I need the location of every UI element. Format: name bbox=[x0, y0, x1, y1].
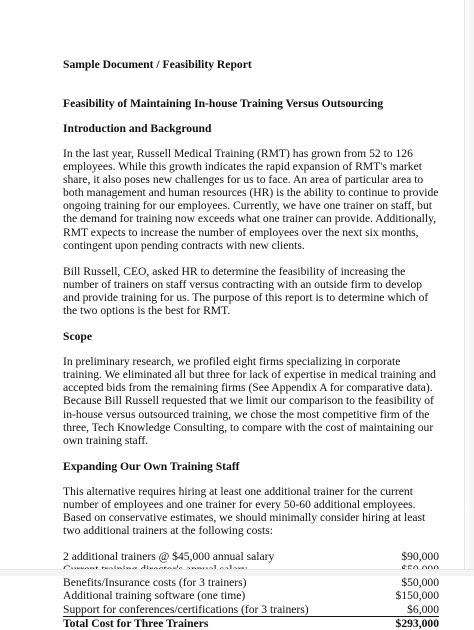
table-row bbox=[63, 603, 439, 617]
intro-paragraph-2: Bill Russell, CEO, asked HR to determine the feasibility of increasing the number of trainers on staff versus contracting with an outside firm to develop and provide training for us. The purpose of this report is to determine which of the two options is the best for RMT. bbox=[63, 264, 429, 318]
table-row bbox=[63, 576, 439, 589]
total-amount: $293,000 bbox=[382, 616, 439, 630]
cost-label: Benefits/Insurance costs (for 3 trainers) bbox=[63, 576, 247, 590]
total-row bbox=[63, 616, 439, 630]
intro-paragraph-1: In the last year, Russell Medical Training (RMT) has grown from 52 to 126 employees. While this growth indicates the rapid expansion of RMT's market share, it also poses new challenges for us to face. An area of particular area to both management and human resources (HR) is the ability to continue to provide ongoing training for our employees. Currently, we have one trainer on staff, but the demand for training now exceeds what one trainer can provide. Additionally, RMT expects to increase the number of employees over the next six months, contingent upon pending contracts with new clients. bbox=[63, 147, 439, 252]
table-row bbox=[63, 589, 439, 602]
section-heading-intro: Introduction and Background bbox=[63, 122, 212, 135]
report-subtitle: Feasibility of Maintaining In-house Training Versus Outsourcing bbox=[63, 97, 384, 110]
expanding-paragraph: This alternative requires hiring at least one additional trainer for the current number of employees and one trainer for every 50-60 additional employees. Based on conservative estimates, we should minimally consider hiring at least two additional trainers at the following costs: bbox=[63, 484, 426, 538]
section-heading-expanding: Expanding Our Own Training Staff bbox=[63, 459, 240, 473]
cost-table bbox=[63, 550, 439, 630]
scope-paragraph: In preliminary research, we profiled eight firms specializing in corporate training. We eliminated all but three for lack of expertise in medical training and accepted bids from the remaining firms (See Appendix A for comparative data). Because Bill Russell requested that we limit our comparison to the feasibility of in-house versus outsourced training, we chose the most competitive firm of the three, Tech Knowledge Consulting, to compare with the cost of maintaining our own training staff. bbox=[63, 355, 436, 447]
table-row bbox=[63, 550, 439, 563]
cost-amount: $150,000 bbox=[395, 589, 439, 603]
page-edge-right bbox=[464, 0, 474, 576]
document-title: Sample Document / Feasibility Report bbox=[63, 58, 252, 71]
page-edge-bottom bbox=[0, 569, 474, 576]
section-heading-scope: Scope bbox=[63, 330, 92, 344]
cost-amount: $50,000 bbox=[401, 576, 439, 590]
cost-amount: $90,000 bbox=[401, 550, 439, 564]
cost-label: Additional training software (one time) bbox=[63, 589, 246, 603]
document-body bbox=[63, 58, 439, 630]
cost-label: 2 additional trainers @ $45,000 annual salary bbox=[63, 550, 275, 564]
cost-amount: $6,000 bbox=[407, 602, 439, 616]
total-label: Total Cost for Three Trainers bbox=[63, 616, 382, 630]
cost-label: Support for conferences/certifications (for 3 trainers) bbox=[63, 602, 309, 616]
